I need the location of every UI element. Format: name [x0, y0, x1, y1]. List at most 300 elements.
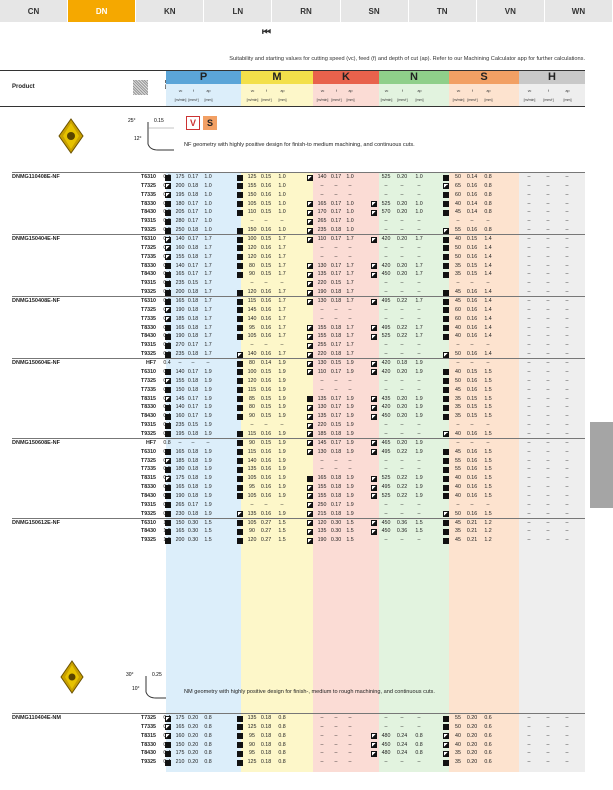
- cutting-value: 135: [317, 528, 327, 535]
- grade-code: T8330: [140, 484, 156, 491]
- cutting-value: 55: [455, 715, 461, 721]
- cutting-value: 1.9: [415, 413, 423, 420]
- cutting-value: 0.6: [484, 759, 492, 766]
- cutting-value: 0.20: [396, 200, 408, 207]
- cutting-value: –: [546, 209, 550, 216]
- cutting-value: 1.9: [278, 413, 286, 420]
- cutting-value: 1.7: [278, 306, 286, 313]
- cutting-value: 0.15: [330, 422, 342, 429]
- cutting-value: –: [527, 377, 531, 384]
- cutting-value: 0.20: [396, 368, 408, 375]
- cutting-value: 1.7: [204, 306, 212, 313]
- primary-suitability-icon: [237, 183, 243, 189]
- cutting-value: 45: [455, 289, 461, 296]
- cutting-value: 1.0: [415, 174, 423, 180]
- cutting-value: 1.0: [278, 182, 286, 189]
- secondary-suitability-icon: [307, 343, 313, 349]
- cutting-value: –: [546, 298, 550, 305]
- cutting-value: 130: [317, 262, 327, 269]
- cutting-value: –: [565, 377, 569, 384]
- cutting-value: 1.5: [484, 448, 492, 455]
- cutting-value: 165: [175, 324, 185, 331]
- cutting-value: –: [400, 315, 404, 322]
- cutting-value: –: [565, 501, 569, 508]
- cutting-value: –: [565, 475, 569, 482]
- primary-suitability-icon: [237, 458, 243, 464]
- primary-suitability-icon: [237, 316, 243, 322]
- cutting-value: 95: [249, 484, 255, 491]
- cutting-value: 525: [381, 200, 391, 207]
- cutting-value: –: [527, 457, 531, 464]
- cutting-value: 1.9: [346, 439, 354, 446]
- cutting-value: 1.9: [204, 430, 212, 437]
- material-group-n: N: [379, 70, 449, 84]
- cutting-value: 55: [455, 227, 461, 234]
- tab-wn[interactable]: WN: [545, 0, 613, 22]
- cutting-value: 95: [249, 324, 255, 331]
- primary-suitability-icon: [237, 201, 243, 207]
- primary-suitability-icon: [443, 467, 449, 473]
- cutting-value: 40: [455, 484, 461, 491]
- cutting-value: 0.14: [466, 200, 478, 207]
- tab-rn[interactable]: RN: [272, 0, 340, 22]
- cutting-value: 0.15: [260, 174, 272, 180]
- cutting-value: 50: [455, 723, 461, 730]
- primary-suitability-icon: [237, 724, 243, 730]
- grade-code: T8315: [140, 395, 156, 402]
- cutting-value: –: [320, 182, 324, 189]
- primary-suitability-icon: [443, 405, 449, 411]
- cutting-value: –: [400, 715, 404, 721]
- cutting-value: –: [546, 253, 550, 260]
- cutting-value: 200: [175, 289, 185, 296]
- tab-ln[interactable]: LN: [204, 0, 272, 22]
- cutting-value: –: [456, 422, 460, 429]
- cutting-value: 1.7: [278, 298, 286, 305]
- cutting-value: –: [486, 218, 490, 225]
- cutting-value: 105: [247, 333, 257, 340]
- grade-code: T9325: [140, 759, 156, 766]
- secondary-suitability-icon: [371, 201, 377, 207]
- grade-code: T7325: [140, 244, 156, 251]
- cutting-value: –: [470, 360, 474, 367]
- cutting-value: 450: [381, 528, 391, 535]
- tab-sn[interactable]: SN: [341, 0, 409, 22]
- primary-suitability-icon: [237, 387, 243, 393]
- cutting-value: 175: [175, 715, 185, 721]
- cutting-value: –: [470, 280, 474, 287]
- cutting-value: –: [334, 182, 338, 189]
- cutting-value: 1.9: [204, 475, 212, 482]
- skip-to-start-icon[interactable]: ⏮: [262, 27, 271, 38]
- primary-suitability-icon: [165, 423, 171, 429]
- cutting-value: –: [470, 342, 474, 349]
- cutting-value: –: [565, 174, 569, 180]
- cutting-value: –: [527, 519, 531, 526]
- primary-suitability-icon: [443, 520, 449, 526]
- cutting-value: 0.16: [466, 333, 478, 340]
- unit-ap: [mm]: [415, 98, 424, 102]
- primary-suitability-icon: [237, 325, 243, 331]
- cutting-value: 1.4: [484, 324, 492, 331]
- cutting-value: 0.22: [396, 333, 408, 340]
- cutting-value: –: [280, 280, 284, 287]
- cutting-value: 0.15: [260, 368, 272, 375]
- cutting-value: 0.16: [466, 351, 478, 358]
- cutting-value: 1.7: [346, 236, 354, 243]
- primary-suitability-icon: [165, 201, 171, 207]
- cutting-value: –: [486, 439, 490, 446]
- cutting-value: 450: [381, 271, 391, 278]
- primary-suitability-icon: [165, 210, 171, 216]
- cutting-value: 0.8: [204, 741, 212, 748]
- unit-ap: [mm]: [204, 98, 213, 102]
- cutting-value: –: [527, 342, 531, 349]
- cutting-value: 0.22: [396, 324, 408, 331]
- cutting-value: 120: [247, 289, 257, 296]
- cutting-value: 525: [381, 174, 391, 180]
- cutting-value: 480: [381, 750, 391, 757]
- secondary-suitability-icon: [165, 237, 171, 243]
- cutting-value: 90: [249, 413, 255, 420]
- secondary-suitability-icon: [371, 742, 377, 748]
- cutting-value: 480: [381, 732, 391, 739]
- primary-suitability-icon: [443, 387, 449, 393]
- cutting-value: 0.18: [187, 306, 199, 313]
- cutting-value: 0.17: [330, 262, 342, 269]
- cutting-value: 125: [247, 759, 257, 766]
- cutting-value: –: [527, 174, 531, 180]
- cutting-value: 1.5: [484, 475, 492, 482]
- cutting-value: –: [565, 448, 569, 455]
- cutting-value: 0.20: [466, 732, 478, 739]
- cutting-value: 145: [247, 306, 257, 313]
- grade-code: T8430: [140, 209, 156, 216]
- cutting-value: 0.20: [396, 413, 408, 420]
- cutting-value: –: [384, 430, 388, 437]
- cutting-value: 0.17: [330, 439, 342, 446]
- grade-code: T6310: [140, 519, 156, 526]
- cutting-value: –: [565, 528, 569, 535]
- cutting-value: –: [417, 537, 421, 544]
- cutting-value: 140: [175, 262, 185, 269]
- cutting-value: 1.5: [484, 395, 492, 402]
- cutting-value: 1.9: [278, 457, 286, 464]
- subheader-f: f: [548, 89, 549, 93]
- cutting-value: –: [470, 501, 474, 508]
- cutting-value: 1.9: [346, 404, 354, 411]
- cutting-value: 0.16: [466, 430, 478, 437]
- primary-suitability-icon: [237, 361, 243, 367]
- cutting-value: 120: [247, 244, 257, 251]
- cutting-value: 1.4: [484, 271, 492, 278]
- cutting-value: –: [546, 289, 550, 296]
- tab-dn[interactable]: DN: [68, 0, 136, 22]
- cutting-value: 1.7: [278, 333, 286, 340]
- primary-suitability-icon: [443, 272, 449, 278]
- cutting-value: 115: [247, 298, 257, 305]
- cutting-value: 0.15: [187, 280, 199, 287]
- cutting-value: 0.18: [187, 289, 199, 296]
- primary-suitability-icon: [443, 529, 449, 535]
- cutting-value: –: [384, 457, 388, 464]
- cutting-value: 35: [455, 404, 461, 411]
- cutting-value: 40: [455, 236, 461, 243]
- cutting-value: –: [417, 244, 421, 251]
- cutting-value: 1.9: [415, 492, 423, 499]
- cutting-value: 165: [317, 475, 327, 482]
- cutting-value: 1.7: [346, 342, 354, 349]
- cutting-value: 1.5: [484, 484, 492, 491]
- cutting-value: 0.15: [260, 236, 272, 243]
- cutting-value: 80: [249, 262, 255, 269]
- grade-code: HF7: [145, 360, 156, 367]
- cutting-value: –: [320, 759, 324, 766]
- cutting-value: 50: [455, 351, 461, 358]
- cutting-value: 1.9: [278, 510, 286, 517]
- side-thumb-tab[interactable]: [590, 422, 613, 508]
- corner-radius: 0.8: [163, 439, 171, 446]
- cutting-value: 105: [247, 200, 257, 207]
- cutting-value: 155: [317, 484, 327, 491]
- primary-suitability-icon: [165, 431, 171, 437]
- cutting-value: 1.9: [346, 510, 354, 517]
- primary-suitability-icon: [165, 538, 171, 544]
- primary-suitability-icon: [165, 493, 171, 499]
- primary-suitability-icon: [165, 449, 171, 455]
- cutting-value: –: [565, 457, 569, 464]
- primary-suitability-icon: [443, 378, 449, 384]
- cutting-value: 40: [455, 368, 461, 375]
- cutting-value: –: [334, 253, 338, 260]
- cutting-value: 1.4: [484, 351, 492, 358]
- cutting-value: 265: [175, 501, 185, 508]
- cutting-value: 145: [317, 439, 327, 446]
- cutting-value: 255: [317, 342, 327, 349]
- cutting-value: 45: [455, 519, 461, 526]
- primary-suitability-icon: [237, 414, 243, 420]
- cutting-value: 450: [381, 413, 391, 420]
- cutting-value: 1.7: [415, 324, 423, 331]
- secondary-suitability-icon: [165, 316, 171, 322]
- unit-vc: [m/min]: [174, 98, 187, 102]
- secondary-suitability-icon: [307, 440, 313, 446]
- cutting-value: –: [400, 537, 404, 544]
- grade-code: T9325: [140, 289, 156, 296]
- cutting-value: 35: [455, 262, 461, 269]
- cutting-value: 0.15: [260, 209, 272, 216]
- cutting-value: –: [565, 404, 569, 411]
- corner-radius: 0.4: [163, 360, 171, 367]
- cutting-value: 0.20: [396, 404, 408, 411]
- cutting-value: 1.5: [204, 519, 212, 526]
- cutting-value: 1.4: [484, 306, 492, 313]
- column-sub-bg-h: [519, 84, 585, 106]
- primary-suitability-icon: [443, 493, 449, 499]
- cutting-value: 1.0: [204, 191, 212, 198]
- primary-suitability-icon: [443, 334, 449, 340]
- unit-vc: [m/min]: [246, 98, 259, 102]
- secondary-suitability-icon: [307, 299, 313, 305]
- subheader-vc: vc: [320, 89, 325, 93]
- cutting-value: –: [565, 386, 569, 393]
- cutting-value: 1.7: [204, 289, 212, 296]
- cutting-value: 1.5: [484, 457, 492, 464]
- primary-suitability-icon: [443, 325, 449, 331]
- cutting-value: –: [527, 466, 531, 473]
- cutting-value: –: [565, 351, 569, 358]
- cutting-value: –: [546, 244, 550, 251]
- cutting-value: 0.17: [330, 209, 342, 216]
- cutting-value: 35: [455, 759, 461, 766]
- cutting-value: 0.16: [466, 448, 478, 455]
- cutting-value: 230: [175, 510, 185, 517]
- cutting-value: 1.9: [346, 422, 354, 429]
- cutting-value: 1.9: [204, 377, 212, 384]
- cutting-value: –: [565, 298, 569, 305]
- subheader-ap: ap: [565, 89, 570, 93]
- cutting-value: 0.18: [260, 715, 272, 721]
- cutting-value: 0.20: [466, 741, 478, 748]
- cutting-value: 190: [175, 306, 185, 313]
- cutting-value: 0.15: [466, 271, 478, 278]
- cutting-value: 1.7: [346, 280, 354, 287]
- grade-code: T8430: [140, 271, 156, 278]
- cutting-value: –: [191, 360, 195, 367]
- cutting-value: 0.17: [187, 236, 199, 243]
- unit-ap: [mm]: [278, 98, 287, 102]
- cutting-value: –: [384, 342, 388, 349]
- cutting-value: 0.17: [330, 236, 342, 243]
- cutting-value: –: [417, 759, 421, 766]
- cutting-value: –: [470, 422, 474, 429]
- cutting-value: 1.0: [278, 174, 286, 180]
- tab-cn[interactable]: CN: [0, 0, 68, 22]
- cutting-value: 1.9: [278, 368, 286, 375]
- secondary-suitability-icon: [307, 414, 313, 420]
- cutting-value: 0.16: [466, 306, 478, 313]
- tab-tn[interactable]: TN: [409, 0, 477, 22]
- cutting-value: 0.21: [466, 528, 478, 535]
- cutting-value: 0.15: [466, 395, 478, 402]
- primary-suitability-icon: [443, 458, 449, 464]
- secondary-suitability-icon: [165, 254, 171, 260]
- secondary-suitability-icon: [371, 237, 377, 243]
- cutting-value: –: [546, 280, 550, 287]
- column-sub-bg-m: [241, 84, 313, 106]
- cutting-value: 40: [455, 475, 461, 482]
- cutting-value: 420: [381, 262, 391, 269]
- cutting-value: 0.18: [330, 298, 342, 305]
- cutting-value: 0.30: [187, 528, 199, 535]
- cutting-value: 0.22: [396, 448, 408, 455]
- secondary-suitability-icon: [371, 405, 377, 411]
- cutting-value: –: [400, 457, 404, 464]
- cutting-value: 0.18: [330, 475, 342, 482]
- cutting-value: 210: [175, 759, 185, 766]
- cutting-value: 0.18: [330, 484, 342, 491]
- cutting-value: –: [565, 750, 569, 757]
- tab-vn[interactable]: VN: [477, 0, 545, 22]
- cutting-value: 1.5: [204, 528, 212, 535]
- secondary-suitability-icon: [307, 405, 313, 411]
- cutting-value: 165: [175, 484, 185, 491]
- cutting-value: –: [417, 386, 421, 393]
- cutting-value: –: [417, 715, 421, 721]
- cutting-value: 0.20: [396, 271, 408, 278]
- primary-suitability-icon: [237, 228, 243, 234]
- cutting-value: –: [546, 200, 550, 207]
- cutting-value: 0.16: [260, 324, 272, 331]
- grade-code: T7325: [140, 715, 156, 721]
- primary-suitability-icon: [443, 237, 449, 243]
- grade-code: T7325: [140, 457, 156, 464]
- cutting-value: 35: [455, 395, 461, 402]
- cutting-value: 0.16: [260, 510, 272, 517]
- cutting-value: –: [348, 715, 352, 721]
- cutting-value: –: [334, 466, 338, 473]
- unit-vc: [m/min]: [452, 98, 465, 102]
- cutting-value: 0.16: [260, 484, 272, 491]
- cutting-value: 1.0: [278, 200, 286, 207]
- primary-suitability-icon: [307, 396, 313, 402]
- cutting-value: –: [400, 218, 404, 225]
- cutting-value: –: [527, 422, 531, 429]
- grade-code: T7335: [140, 386, 156, 393]
- cutting-value: –: [546, 466, 550, 473]
- cutting-value: 1.0: [415, 209, 423, 216]
- grade-code: T9325: [140, 510, 156, 517]
- primary-suitability-icon: [443, 299, 449, 305]
- cutting-value: –: [417, 289, 421, 296]
- cutting-value: 215: [317, 510, 327, 517]
- cutting-value: 0.30: [330, 519, 342, 526]
- cutting-value: –: [565, 723, 569, 730]
- cutting-value: –: [384, 191, 388, 198]
- tab-kn[interactable]: KN: [136, 0, 204, 22]
- cutting-value: 0.16: [466, 377, 478, 384]
- cutting-value: –: [527, 227, 531, 234]
- cutting-value: 1.4: [484, 262, 492, 269]
- secondary-suitability-icon: [371, 334, 377, 340]
- cutting-value: 185: [175, 315, 185, 322]
- cutting-value: 0.16: [260, 227, 272, 234]
- cutting-value: 90: [249, 439, 255, 446]
- cutting-value: –: [546, 448, 550, 455]
- cutting-value: 0.20: [466, 750, 478, 757]
- cutting-value: 250: [175, 227, 185, 234]
- cutting-value: –: [400, 422, 404, 429]
- cutting-value: 160: [175, 413, 185, 420]
- cutting-value: –: [417, 306, 421, 313]
- cutting-value: –: [320, 306, 324, 313]
- grade-code: T8315: [140, 732, 156, 739]
- cutting-value: 0.17: [330, 395, 342, 402]
- cutting-value: 165: [175, 528, 185, 535]
- cutting-value: 0.16: [466, 492, 478, 499]
- cutting-value: 1.5: [346, 519, 354, 526]
- cutting-value: 1.7: [278, 253, 286, 260]
- cutting-value: –: [384, 289, 388, 296]
- primary-suitability-icon: [165, 228, 171, 234]
- cutting-value: 1.7: [204, 351, 212, 358]
- cutting-value: –: [400, 342, 404, 349]
- cutting-value: 0.15: [466, 413, 478, 420]
- cutting-value: –: [384, 244, 388, 251]
- cutting-value: 50: [455, 510, 461, 517]
- cutting-value: 0.20: [396, 395, 408, 402]
- primary-suitability-icon: [165, 281, 171, 287]
